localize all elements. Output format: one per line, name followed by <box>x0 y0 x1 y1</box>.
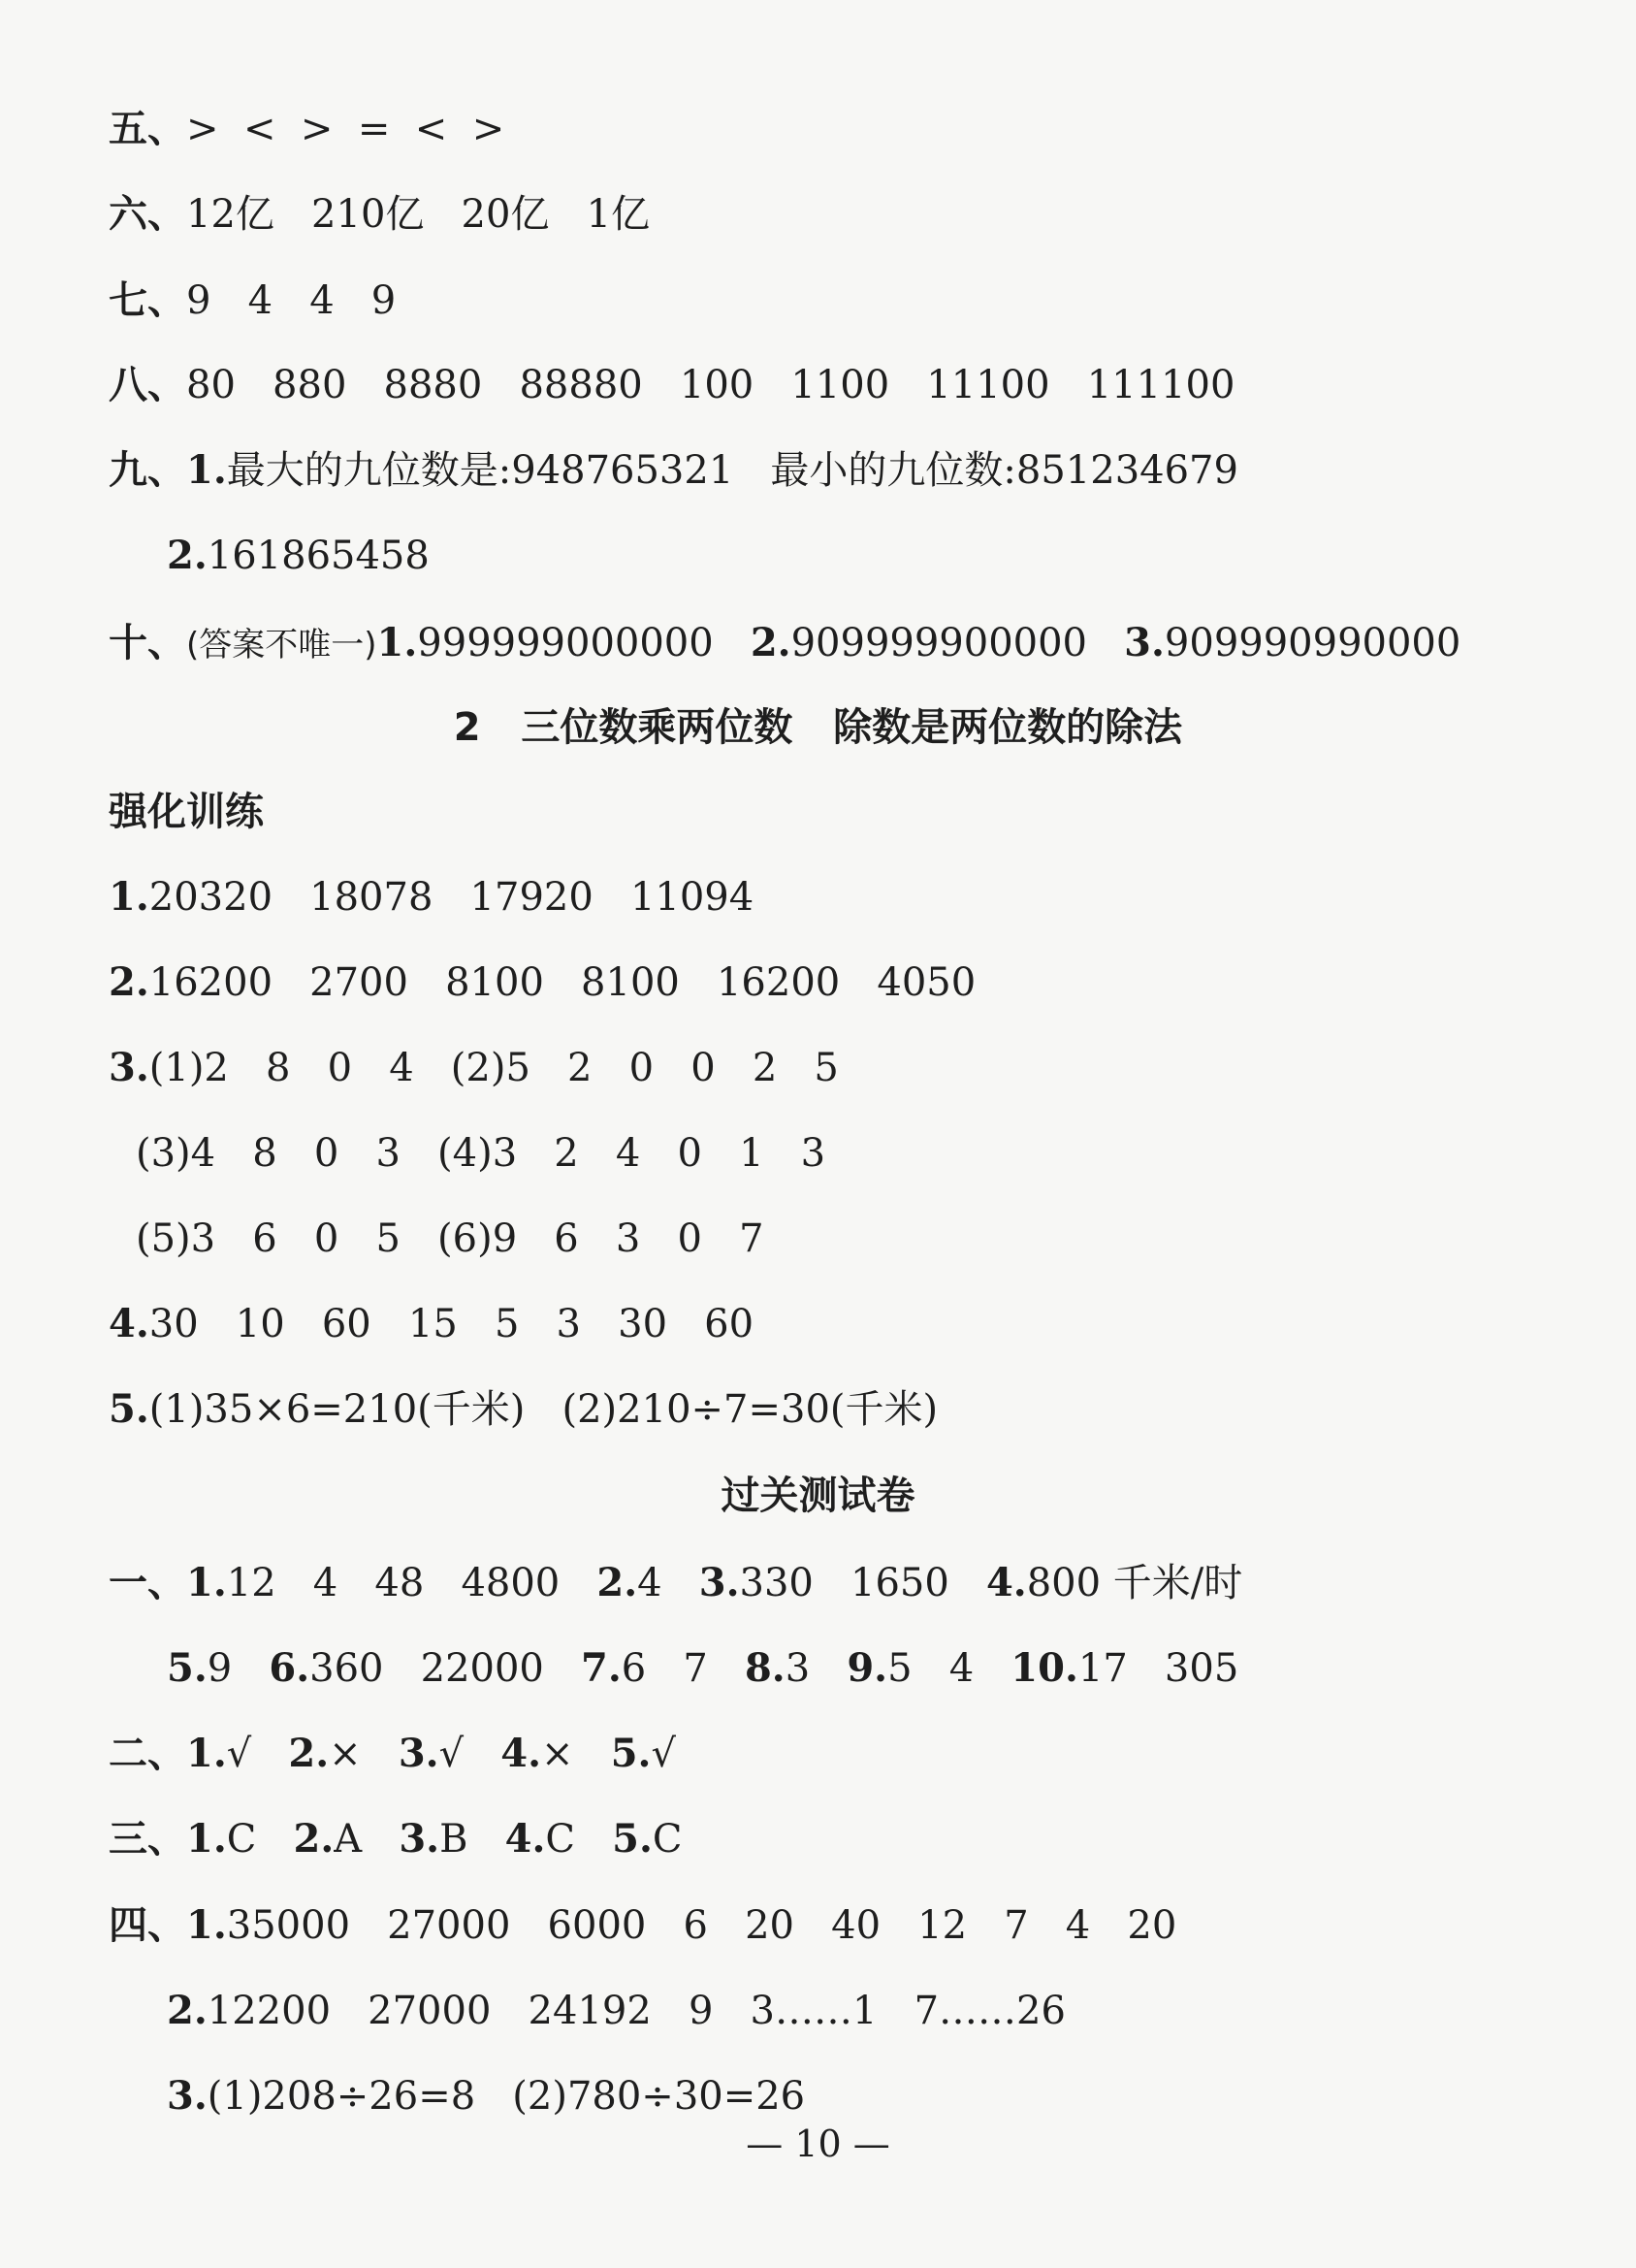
answer-text: C <box>652 1817 683 1862</box>
answer-line-9-1 <box>109 446 1238 495</box>
section-label: 二、 <box>109 1732 186 1776</box>
test-line-4-1 <box>109 1901 1176 1950</box>
test-line-4-2 <box>167 1987 1066 2035</box>
item-number: 1. <box>376 620 418 665</box>
item-number: 4. <box>109 1301 149 1346</box>
answer-text: × <box>329 1732 399 1776</box>
section-label: 八、 <box>109 363 186 407</box>
item-number: 3. <box>398 1731 439 1776</box>
item-number: 1. <box>186 1731 227 1776</box>
section-label: 一、 <box>109 1561 186 1605</box>
item-number: 9. <box>847 1645 888 1691</box>
answer-text: > < > = < > <box>186 107 505 151</box>
item-number: 2. <box>288 1731 330 1776</box>
practice-item-3-cont <box>136 1129 825 1178</box>
answer-line-5 <box>109 105 504 153</box>
answer-text: 330 1650 <box>739 1561 986 1605</box>
answer-text: 3 <box>785 1646 848 1691</box>
test-line-1-row-1 <box>109 1559 1242 1607</box>
section-label: 五、 <box>109 107 186 151</box>
item-number: 10. <box>1010 1645 1078 1691</box>
answer-text: A <box>334 1817 400 1862</box>
item-number: 5. <box>109 1386 149 1432</box>
test-line-4-3 <box>167 2072 805 2121</box>
practice-item-2 <box>109 958 976 1007</box>
answer-text: (3)4 8 0 3 (4)3 2 4 0 1 3 <box>136 1131 826 1176</box>
answer-text: 9 4 4 9 <box>186 278 397 323</box>
answer-text: 最大的九位数是:948765321 最小的九位数:851234679 <box>226 448 1238 493</box>
answer-text: 4 <box>637 1561 699 1605</box>
answer-line-9-2 <box>167 532 430 580</box>
answer-text: 16200 2700 8100 8100 16200 4050 <box>148 960 977 1005</box>
answer-text: 360 22000 <box>309 1646 582 1691</box>
item-number: 7. <box>581 1645 622 1691</box>
item-number: 2. <box>750 620 791 665</box>
item-number: 1. <box>186 1560 227 1605</box>
section-label: 三、 <box>109 1817 186 1862</box>
item-number: 3. <box>399 1816 440 1862</box>
answer-text: 35000 27000 6000 6 20 40 12 7 4 20 <box>226 1903 1177 1948</box>
test-line-1-row-2 <box>167 1644 1238 1693</box>
section-title: 2 三位数乘两位数 除数是两位数的除法 <box>453 705 1183 750</box>
section-label: 九、 <box>109 448 186 493</box>
answer-text: 12 4 48 4800 <box>226 1561 597 1605</box>
section-label: 六、 <box>109 192 186 237</box>
page-number: — 10 — <box>746 2122 890 2165</box>
answer-text: 30 10 60 15 5 3 30 60 <box>148 1302 754 1346</box>
answer-text: × <box>541 1732 611 1776</box>
item-number: 4. <box>985 1560 1027 1605</box>
answer-text: √ <box>226 1732 289 1776</box>
answer-text: 800 千米/时 <box>1026 1561 1243 1605</box>
section-label: 四、 <box>109 1903 186 1948</box>
answer-text: 12亿 210亿 20亿 1亿 <box>186 192 651 237</box>
subsection-title: 强化训练 <box>109 790 264 834</box>
answer-text: C <box>545 1817 613 1862</box>
item-number: 5. <box>610 1731 652 1776</box>
answer-text: 5 4 <box>887 1646 1011 1691</box>
item-number: 2. <box>167 1988 208 2033</box>
item-number: 2. <box>596 1560 638 1605</box>
item-number: 8. <box>744 1645 786 1691</box>
test-line-3 <box>109 1815 683 1863</box>
answer-text: B <box>439 1817 505 1862</box>
answer-text: 161865458 <box>207 534 430 578</box>
answer-text: 17 305 <box>1077 1646 1239 1691</box>
answer-text: √ <box>438 1732 501 1776</box>
answer-line-8 <box>109 361 1235 409</box>
answer-text: 909999900000 <box>790 621 1125 665</box>
item-number: 3. <box>109 1045 149 1090</box>
answer-text: 999999000000 <box>417 621 751 665</box>
item-number: 2. <box>293 1816 335 1862</box>
practice-item-1 <box>109 873 754 922</box>
answer-line-10 <box>109 619 1460 669</box>
answer-text: 9 <box>207 1646 270 1691</box>
item-number: 2. <box>167 533 208 578</box>
answer-text: (1)35×6=210(千米) (2)210÷7=30(千米) <box>148 1387 939 1432</box>
answer-text: (5)3 6 0 5 (6)9 6 3 0 7 <box>136 1216 764 1261</box>
item-number: 4. <box>504 1816 546 1862</box>
practice-item-3 <box>109 1044 839 1092</box>
item-number: 2. <box>109 959 149 1005</box>
answer-text: (1)2 8 0 4 (2)5 2 0 0 2 5 <box>148 1046 839 1090</box>
test-title: 过关测试卷 <box>721 1474 915 1518</box>
item-number: 3. <box>1124 620 1165 665</box>
answer-text: C <box>226 1817 294 1862</box>
section-label: 七、 <box>109 278 186 323</box>
item-number: 3. <box>698 1560 740 1605</box>
answer-text: (1)208÷26=8 (2)780÷30=26 <box>207 2074 806 2119</box>
item-number: 1. <box>186 1816 227 1862</box>
item-number: 5. <box>612 1816 653 1862</box>
section-label: 十、 <box>109 621 186 665</box>
answer-line-7 <box>109 276 396 325</box>
item-number: 1. <box>109 874 149 920</box>
practice-item-3-cont <box>136 1215 764 1263</box>
practice-item-4 <box>109 1300 754 1348</box>
item-number: 5. <box>167 1645 208 1691</box>
answer-text: 20320 18078 17920 11094 <box>148 875 754 920</box>
answer-text: √ <box>651 1732 676 1776</box>
item-number: 3. <box>167 2073 208 2119</box>
practice-item-5 <box>109 1385 938 1434</box>
answer-text: 6 7 <box>621 1646 745 1691</box>
item-number: 4. <box>500 1731 542 1776</box>
answer-text: 12200 27000 24192 9 3……1 7……26 <box>207 1989 1066 2033</box>
answer-text: 80 880 8880 88880 100 1100 11100 111100 <box>186 363 1235 407</box>
item-number: 1. <box>186 1902 227 1948</box>
test-line-2 <box>109 1730 676 1778</box>
answer-note: (答案不唯一) <box>186 626 377 664</box>
answer-line-6 <box>109 190 650 239</box>
item-number: 6. <box>269 1645 310 1691</box>
item-number: 1. <box>186 447 227 493</box>
answer-text: 909990990000 <box>1164 621 1461 665</box>
